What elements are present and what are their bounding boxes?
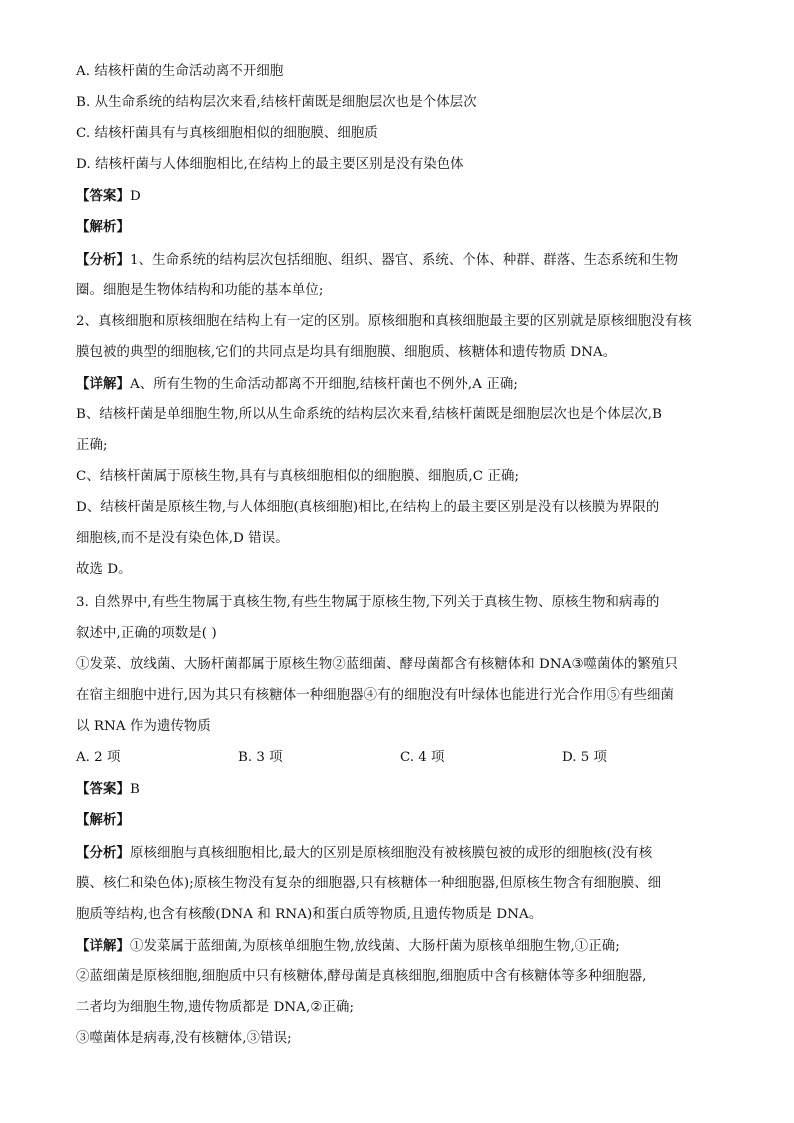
- q2-xiangjie-text: A、所有生物的生命活动都离不开细胞,结核杆菌也不例外,A 正确;: [129, 377, 518, 392]
- q2-xiangjie-label: 【详解】: [76, 376, 130, 392]
- q3-answer-value: B: [129, 782, 140, 797]
- q3-xiangjie-line-1: [76, 936, 726, 957]
- q2-fenxi-line-3: 2、真核细胞和原核细胞在结构上有一定的区别。原核细胞和真核细胞最主要的区别就是原核细胞没有核: [76, 314, 692, 329]
- q2-xiangjie-line-6: 细胞核,而不是没有染色体,D 错误。: [76, 531, 289, 546]
- q2-answer-label: 【答案】: [76, 188, 130, 204]
- q2-answer: [76, 186, 726, 207]
- q3-stem-line-4: 在宿主细胞中进行,因为其只有核糖体一种细胞器④有的细胞没有叶绿体也能进行光合作用⑤有些细菌: [76, 688, 674, 703]
- q2-fenxi-line-2: 圈。细胞是生物体结构和功能的基本单位;: [76, 283, 324, 298]
- q3-fenxi-line-1: [76, 843, 726, 864]
- q3-stem-line-3: ①发菜、放线菌、大肠杆菌都属于原核生物②蓝细菌、酵母菌都含有核糖体和 DNA③噬菌体的繁殖只: [76, 657, 678, 672]
- q2-xiangjie-line-3: 正确;: [76, 438, 108, 453]
- q2-xiangjie-line-4: C、结核杆菌属于原核生物,具有与真核细胞相似的细胞膜、细胞质,C 正确;: [76, 469, 520, 484]
- q3-xiangjie-text: ①发菜属于蓝细菌,为原核单细胞生物,放线菌、大肠杆菌为原核单细胞生物,①正确;: [129, 939, 620, 954]
- q2-option-c: C. 结核杆菌具有与真核细胞相似的细胞膜、细胞质: [76, 126, 378, 141]
- q3-choice-b: B. 3 项: [238, 750, 283, 765]
- q3-answer: [76, 779, 726, 800]
- q2-xiangjie-line-1: [76, 374, 726, 395]
- q3-stem-line-5: 以 RNA 作为遗传物质: [76, 719, 211, 734]
- q3-xiangjie-line-3: 二者均为细胞生物,遗传物质都是 DNA,②正确;: [76, 1000, 355, 1015]
- q3-xiangjie-line-2: ②蓝细菌是原核细胞,细胞质中只有核糖体,酵母菌是真核细胞,细胞质中含有核糖体等多种细胞器,: [76, 969, 647, 984]
- q2-fenxi-text: 1、生命系统的结构层次包括细胞、组织、器官、系统、个体、种群、群落、生态系统和生物: [129, 253, 679, 268]
- q2-xiangjie-line-2: B、结核杆菌是单细胞生物,所以从生命系统的结构层次来看,结核杆菌既是细胞层次也是个体层次,B: [76, 407, 663, 422]
- q3-stem-line-2: 叙述中,正确的项数是( ): [76, 626, 217, 641]
- q3-choice-c: C. 4 项: [400, 750, 445, 765]
- q3-analysis-label: 【解析】: [76, 812, 130, 828]
- q3-fenxi-label: 【分析】: [76, 845, 130, 861]
- q3-choice-d: D. 5 项: [562, 750, 607, 765]
- q2-xiangjie-line-7: 故选 D。: [76, 562, 132, 577]
- q2-xiangjie-line-5: D、结核杆菌是原核生物,与人体细胞(真核细胞)相比,在结构上的最主要区别是没有以核膜为界限的: [76, 500, 660, 515]
- q2-analysis-label: 【解析】: [76, 219, 130, 235]
- q3-fenxi-text: 原核细胞与真核细胞相比,最大的区别是原核细胞没有被核膜包被的成形的细胞核(没有核: [129, 846, 653, 861]
- q2-fenxi-label: 【分析】: [76, 252, 130, 268]
- q3-fenxi-line-2: 膜、核仁和染色体);原核生物没有复杂的细胞器,只有核糖体一种细胞器,但原核生物含有细胞膜、细: [76, 876, 662, 891]
- q2-option-d: D. 结核杆菌与人体细胞相比,在结构上的最主要区别是没有染色体: [76, 157, 464, 172]
- q3-xiangjie-label: 【详解】: [76, 938, 130, 954]
- q3-xiangjie-line-4: ③噬菌体是病毒,没有核糖体,③错误;: [76, 1031, 292, 1046]
- q2-fenxi-line-4: 膜包被的典型的细胞核,它们的共同点是均具有细胞膜、细胞质、核糖体和遗传物质 DNA。: [76, 345, 617, 360]
- q3-stem-line-1: 3. 自然界中,有些生物属于真核生物,有些生物属于原核生物,下列关于真核生物、原核生物和病毒的: [76, 595, 660, 610]
- q2-fenxi-line-1: [76, 250, 726, 271]
- q3-answer-label: 【答案】: [76, 781, 130, 797]
- q2-answer-value: D: [129, 189, 141, 204]
- q3-fenxi-line-3: 胞质等结构,也含有核酸(DNA 和 RNA)和蛋白质等物质,且遗传物质是 DNA。: [76, 907, 543, 922]
- q3-choice-a: A. 2 项: [76, 750, 121, 765]
- q2-option-b: B. 从生命系统的结构层次来看,结核杆菌既是细胞层次也是个体层次: [76, 95, 477, 110]
- q2-option-a: A. 结核杆菌的生命活动离不开细胞: [76, 64, 284, 79]
